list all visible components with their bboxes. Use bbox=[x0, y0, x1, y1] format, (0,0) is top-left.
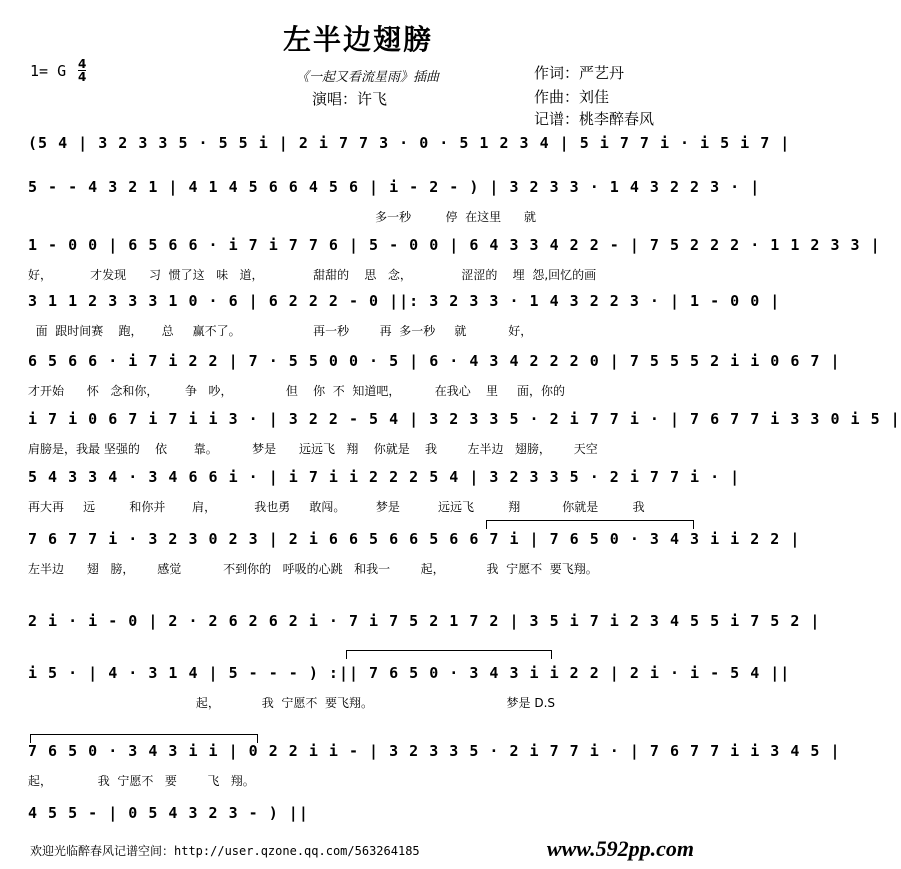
score-notes: 7 6 5 0 · 3 4 3 i i | 0 2 2 i i - | 3 2 3 3 5 · 2 i 7 7 i · | 7 6 7 7 i i 3 4 5 | bbox=[28, 742, 841, 760]
score-notes: 4 5 5 - | 0 5 4 3 2 3 - ) || bbox=[28, 804, 309, 822]
score-lyrics: 肩膀是，我最 坚强的 依 靠。 梦是 远远飞 翔 你就是 我 左半边 翅膀， 天空 bbox=[28, 442, 598, 456]
score-lyrics: 左半边 翅 膀， 感觉 不到你的 呼吸的心跳 和我一 起， 我 宁愿不 要飞翔。 bbox=[28, 562, 598, 576]
score-lyrics: 起， 我 宁愿不 要 飞 翔。 bbox=[28, 774, 255, 788]
score-lyrics: 起， 我 宁愿不 要飞翔。 梦是 D.S bbox=[28, 696, 556, 710]
lyricist-credit: 作词：严艺丹 bbox=[534, 64, 625, 82]
volta-bracket-2 bbox=[346, 650, 552, 659]
singer-credit: 演唱：许飞 bbox=[312, 90, 388, 108]
score-lyrics: 才开始 怀 念和你， 争 吵， 但 你 不 知道吧， 在我心 里 面，你的 bbox=[28, 384, 566, 398]
score-notes: (5 4 | 3 2 3 3 5 · 5 5 i | 2 i 7 7 3 · 0 · 5 1 2 3 4 | 5 i 7 7 i · i 5 i 7 | bbox=[28, 134, 791, 152]
time-signature bbox=[78, 58, 86, 83]
time-signature-top: 4 bbox=[78, 57, 87, 71]
footer-text: 欢迎光临醉春风记谱空间：http://user.qzone.qq.com/563264185 bbox=[30, 844, 420, 858]
score-lyrics: 面 跟时间赛 跑， 总 赢不了。 再一秒 再 多一秒 就 好， bbox=[28, 324, 533, 338]
time-signature-bottom: 4 bbox=[78, 70, 87, 84]
key-signature: 1= G bbox=[30, 62, 67, 80]
score-notes: 3 1 1 2 3 3 3 1 0 · 6 | 6 2 2 2 - 0 ||: 3 2 3 3 · 1 4 3 2 2 3 · | 1 - 0 0 | bbox=[28, 292, 781, 310]
site-watermark: www.592pp.com bbox=[546, 836, 694, 861]
song-title: 左半边翅膀 bbox=[282, 23, 433, 56]
score-notes: 6 5 6 6 · i 7 i 2 2 | 7 · 5 5 0 0 · 5 | 6 · 4 3 4 2 2 2 0 | 7 5 5 5 2 i i 0 6 7 | bbox=[28, 352, 841, 370]
score-notes: 1 - 0 0 | 6 5 6 6 · i 7 i 7 7 6 | 5 - 0 0 | 6 4 3 3 4 2 2 - | 7 5 2 2 2 · 1 1 2 3 3 | bbox=[28, 236, 881, 254]
score-notes: 7 6 7 7 i · 3 2 3 0 2 3 | 2 i 6 6 5 6 6 5 6 6 7 i | 7 6 5 0 · 3 4 3 i i 2 2 | bbox=[28, 530, 801, 548]
volta-bracket-3 bbox=[30, 734, 258, 743]
score-notes: 2 i · i - 0 | 2 · 2 6 2 6 2 i · 7 i 7 5 2 1 7 2 | 3 5 i 7 i 2 3 4 5 5 i 7 5 2 | bbox=[28, 612, 821, 630]
volta-bracket-1 bbox=[486, 520, 694, 529]
score-lyrics: 再大再 远 和你并 肩， 我也勇 敢闯。 梦是 远远飞 翔 你就是 我 bbox=[28, 500, 645, 514]
score-notes: i 5 · | 4 · 3 1 4 | 5 - - - ) :|| 7 6 5 0 · 3 4 3 i i 2 2 | 2 i · i - 5 4 || bbox=[28, 664, 791, 682]
composer-credit: 作曲：刘佳 bbox=[534, 88, 610, 106]
score-lyrics: 好， 才发现 习 惯了这 味 道， 甜甜的 思 念， 涩涩的 埋 怨,回忆的画 bbox=[28, 268, 597, 282]
score-notes: 5 4 3 3 4 · 3 4 6 6 i · | i 7 i i 2 2 2 5 4 | 3 2 3 3 5 · 2 i 7 7 i · | bbox=[28, 468, 741, 486]
score-notes: 5 - - 4 3 2 1 | 4 1 4 5 6 6 4 5 6 | i - 2 - ) | 3 2 3 3 · 1 4 3 2 2 3 · | bbox=[28, 178, 761, 196]
transcriber-credit: 记谱：桃李醉春风 bbox=[534, 110, 655, 128]
score-lyrics: 多一秒 停 在这里 就 bbox=[28, 210, 536, 224]
subtitle: 《一起又看流星雨》插曲 bbox=[296, 70, 440, 85]
score-notes: i 7 i 0 6 7 i 7 i i 3 · | 3 2 2 - 5 4 | 3 2 3 3 5 · 2 i 7 7 i · | 7 6 7 7 i 3 3 0 i 5 | bbox=[28, 410, 901, 428]
